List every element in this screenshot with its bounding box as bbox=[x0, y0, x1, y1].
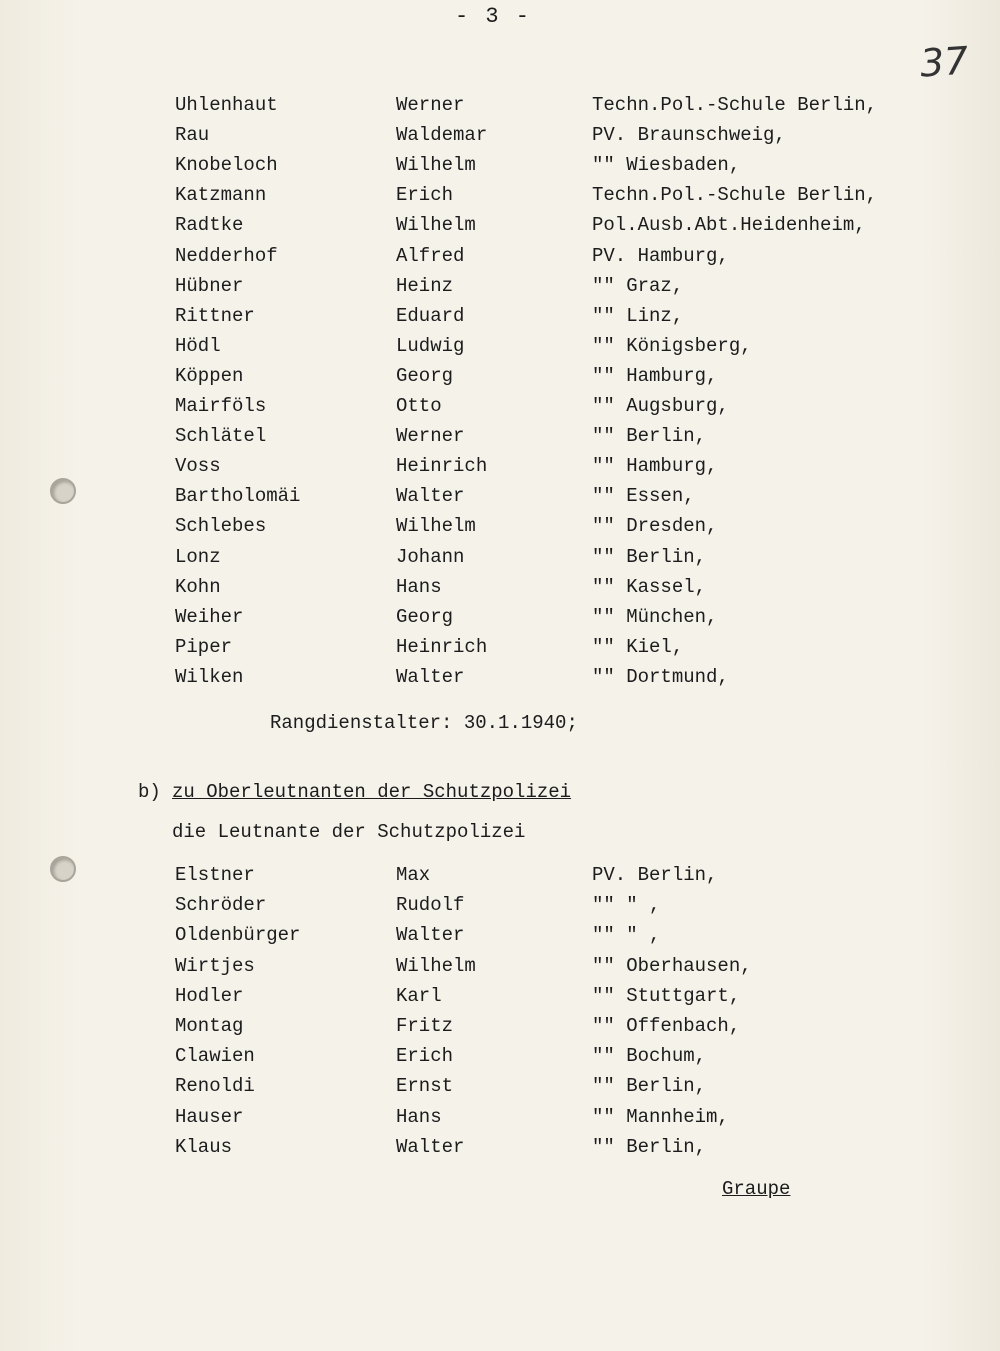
firstname-cell: Rudolf bbox=[396, 894, 465, 917]
unit-cell: "" Hamburg, bbox=[592, 364, 718, 387]
surname-cell: Mairföls bbox=[175, 395, 267, 417]
surname-cell: Hauser bbox=[175, 1105, 244, 1128]
surname-cell: Radtke bbox=[175, 214, 244, 237]
unit-cell: "" Berlin, bbox=[592, 545, 707, 568]
firstname-cell: Johann bbox=[396, 545, 465, 568]
firstname-cell: Ludwig bbox=[396, 334, 465, 357]
list-item bbox=[0, 542, 1000, 572]
unit-cell: Techn.Pol.-Schule Berlin, bbox=[592, 184, 878, 207]
section-b-heading: zu Oberleutnanten der Schutzpolizei bbox=[172, 781, 572, 803]
surname-cell: Lonz bbox=[175, 545, 221, 568]
unit-cell: "" Königsberg, bbox=[592, 334, 752, 357]
rank-seniority-date: Rangdienstalter: 30.1.1940; bbox=[270, 712, 578, 734]
list-item bbox=[0, 981, 1000, 1011]
list-item bbox=[0, 180, 1000, 210]
surname-cell: Montag bbox=[175, 1015, 244, 1037]
firstname-cell: Walter bbox=[396, 924, 465, 947]
list-item bbox=[0, 860, 1000, 890]
firstname-cell: Wilhelm bbox=[396, 214, 476, 237]
firstname-cell: Wilhelm bbox=[396, 154, 476, 177]
list-item bbox=[0, 331, 1000, 361]
surname-cell: Schlätel bbox=[175, 425, 267, 448]
surname-cell: Voss bbox=[175, 455, 221, 478]
list-item bbox=[0, 890, 1000, 920]
surname-cell: Katzmann bbox=[175, 184, 267, 207]
page-number: - 3 - bbox=[455, 4, 532, 29]
firstname-cell: Walter bbox=[396, 485, 465, 508]
section-b-subheading: die Leutnante der Schutzpolizei bbox=[172, 821, 526, 843]
list-item bbox=[0, 920, 1000, 950]
firstname-cell: Heinrich bbox=[396, 635, 488, 658]
firstname-cell: Ernst bbox=[396, 1075, 454, 1098]
surname-cell: Wirtjes bbox=[175, 954, 255, 977]
unit-cell: "" Bochum, bbox=[592, 1045, 707, 1068]
unit-cell: "" Oberhausen, bbox=[592, 954, 752, 977]
firstname-cell: Hans bbox=[396, 575, 442, 598]
unit-cell: "" " , bbox=[592, 894, 661, 917]
surname-cell: Clawien bbox=[175, 1045, 255, 1068]
unit-cell: "" Berlin, bbox=[592, 1075, 707, 1098]
list-item bbox=[0, 391, 1000, 421]
section-b-header bbox=[138, 781, 571, 803]
surname-cell: Schlebes bbox=[175, 515, 267, 538]
unit-cell: "" Linz, bbox=[592, 304, 684, 327]
list-item bbox=[0, 1041, 1000, 1071]
list-item bbox=[0, 1071, 1000, 1101]
firstname-cell: Georg bbox=[396, 605, 454, 628]
surname-cell: Wilken bbox=[175, 665, 244, 688]
surname-cell: Weiher bbox=[175, 605, 244, 628]
unit-cell: "" Kiel, bbox=[592, 635, 684, 658]
list-item bbox=[0, 662, 1000, 692]
unit-cell: "" Offenbach, bbox=[592, 1015, 741, 1037]
surname-cell: Hübner bbox=[175, 274, 244, 297]
firstname-cell: Wilhelm bbox=[396, 954, 476, 977]
surname-cell: Renoldi bbox=[175, 1075, 255, 1098]
surname-cell: Piper bbox=[175, 635, 233, 658]
firstname-cell: Hans bbox=[396, 1105, 442, 1128]
firstname-cell: Erich bbox=[396, 1045, 454, 1068]
unit-cell: "" Kassel, bbox=[592, 575, 707, 598]
firstname-cell: Waldemar bbox=[396, 124, 488, 147]
surname-cell: Bartholomäi bbox=[175, 485, 301, 508]
surname-cell: Knobeloch bbox=[175, 154, 278, 177]
unit-cell: PV. Braunschweig, bbox=[592, 124, 786, 147]
list-item bbox=[0, 150, 1000, 180]
firstname-cell: Eduard bbox=[396, 304, 465, 327]
list-item bbox=[0, 421, 1000, 451]
surname-cell: Hodler bbox=[175, 984, 244, 1007]
surname-cell: Oldenbürger bbox=[175, 924, 301, 947]
surname-cell: Hödl bbox=[175, 334, 221, 357]
firstname-cell: Walter bbox=[396, 665, 465, 688]
unit-cell: "" Essen, bbox=[592, 485, 695, 508]
firstname-cell: Heinz bbox=[396, 274, 454, 297]
surname-cell: Nedderhof bbox=[175, 244, 278, 267]
surname-cell: Elstner bbox=[175, 864, 255, 886]
list-item bbox=[0, 451, 1000, 481]
list-item bbox=[0, 572, 1000, 602]
unit-cell: Pol.Ausb.Abt.Heidenheim, bbox=[592, 214, 866, 237]
list-item bbox=[0, 632, 1000, 662]
unit-cell: "" Graz, bbox=[592, 274, 684, 297]
unit-cell: "" Dresden, bbox=[592, 515, 718, 538]
unit-cell: PV. Hamburg, bbox=[592, 244, 729, 267]
list-item bbox=[0, 1011, 1000, 1041]
unit-cell: "" Stuttgart, bbox=[592, 984, 741, 1007]
firstname-cell: Werner bbox=[396, 425, 465, 448]
list-item bbox=[0, 1102, 1000, 1132]
list-item bbox=[0, 90, 1000, 120]
list-item bbox=[0, 301, 1000, 331]
surname-cell: Köppen bbox=[175, 364, 244, 387]
unit-cell: "" " , bbox=[592, 924, 661, 947]
surname-cell: Rau bbox=[175, 124, 210, 147]
unit-cell: "" Augsburg, bbox=[592, 395, 729, 417]
unit-cell: "" Dortmund, bbox=[592, 665, 729, 688]
firstname-cell: Heinrich bbox=[396, 455, 488, 478]
firstname-cell: Fritz bbox=[396, 1015, 454, 1037]
list-item bbox=[0, 481, 1000, 511]
firstname-cell: Wilhelm bbox=[396, 515, 476, 538]
list-item bbox=[0, 210, 1000, 240]
list-item bbox=[0, 241, 1000, 271]
list-item bbox=[0, 511, 1000, 541]
list-item bbox=[0, 1132, 1000, 1162]
firstname-cell: Walter bbox=[396, 1135, 465, 1158]
firstname-cell: Werner bbox=[396, 94, 465, 116]
section-b-label: b) bbox=[138, 781, 161, 803]
surname-cell: Kohn bbox=[175, 575, 221, 598]
surname-cell: Schröder bbox=[175, 894, 267, 917]
signature-name: Graupe bbox=[722, 1178, 791, 1200]
surname-cell: Uhlenhaut bbox=[175, 94, 278, 116]
firstname-cell: Karl bbox=[396, 984, 442, 1007]
firstname-cell: Max bbox=[396, 864, 431, 886]
handwritten-folio-number: 37 bbox=[918, 38, 970, 86]
unit-cell: Techn.Pol.-Schule Berlin, bbox=[592, 94, 878, 116]
unit-cell: "" München, bbox=[592, 605, 718, 628]
unit-cell: PV. Berlin, bbox=[592, 864, 718, 886]
unit-cell: "" Berlin, bbox=[592, 1135, 707, 1158]
surname-cell: Rittner bbox=[175, 304, 255, 327]
surname-cell: Klaus bbox=[175, 1135, 233, 1158]
firstname-cell: Alfred bbox=[396, 244, 465, 267]
list-item bbox=[0, 271, 1000, 301]
list-item bbox=[0, 361, 1000, 391]
unit-cell: "" Hamburg, bbox=[592, 455, 718, 478]
unit-cell: "" Wiesbaden, bbox=[592, 154, 741, 177]
unit-cell: "" Berlin, bbox=[592, 425, 707, 448]
list-item bbox=[0, 120, 1000, 150]
unit-cell: "" Mannheim, bbox=[592, 1105, 729, 1128]
firstname-cell: Georg bbox=[396, 364, 454, 387]
firstname-cell: Otto bbox=[396, 395, 442, 417]
list-item bbox=[0, 951, 1000, 981]
list-item bbox=[0, 602, 1000, 632]
firstname-cell: Erich bbox=[396, 184, 454, 207]
